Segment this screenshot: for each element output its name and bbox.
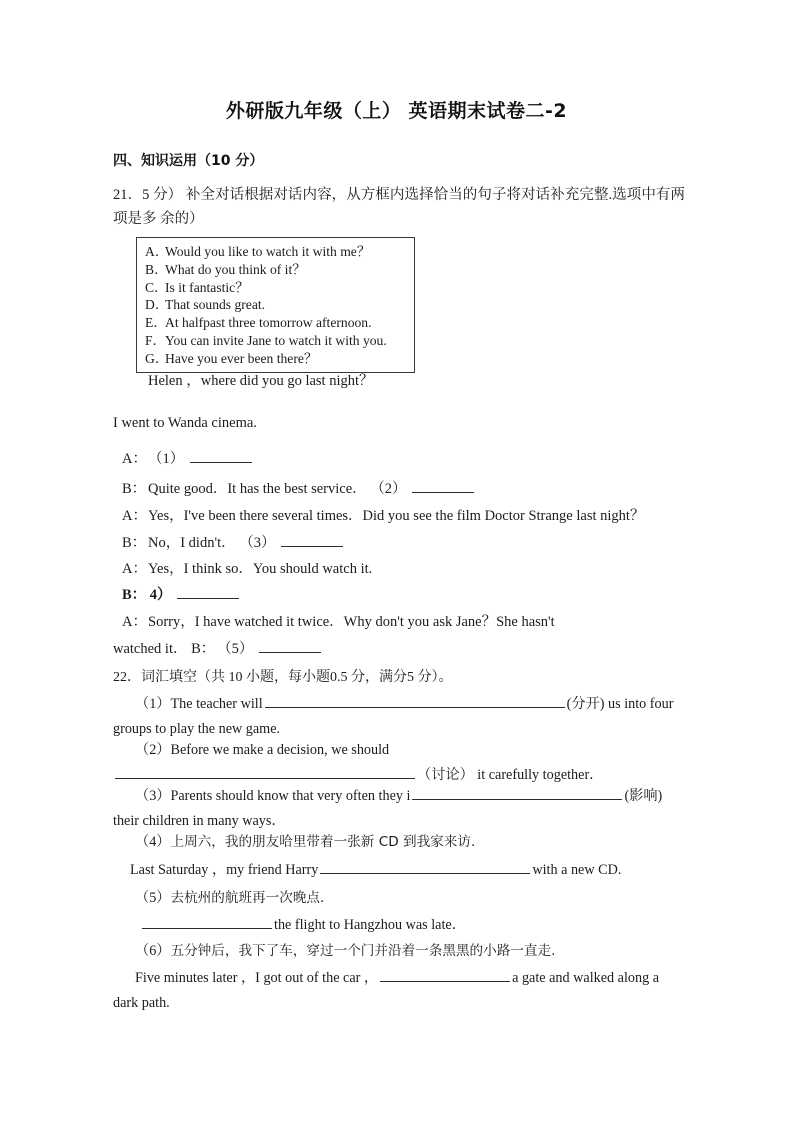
vocab-text-after-6: a gate and walked along a dark path.: [113, 970, 660, 1011]
answer-blank-1[interactable]: [190, 449, 252, 463]
blank-number-4: 4）: [149, 587, 172, 603]
dialogue-text-a4: Sorry，I have watched it twice．Why don't you ask Jane？She hasn't: [148, 614, 555, 630]
vocab-label-4: （4）: [135, 834, 171, 850]
vocab-blank-4[interactable]: [320, 860, 530, 874]
vocab-blank-2[interactable]: [115, 765, 415, 779]
vocab-item-4-english: [130, 858, 690, 883]
vocab-chinese-5: 去杭州的航班再一次晚点.: [170, 890, 325, 906]
option-letter-f: F．: [145, 332, 167, 348]
blank-number-5: （5）: [217, 641, 254, 657]
question-21-intro: 21．5 分） 补全对话根据对话内容，从方框内选择恰当的句子将对话补充完整.选项中有两项是多 余的）: [113, 187, 685, 227]
speaker-label-a3: A：: [122, 561, 147, 577]
vocab-label-5: （5）: [135, 890, 171, 906]
dialogue-line-a2: [122, 505, 644, 528]
vocab-item-2: [113, 738, 685, 788]
option-row-a: [145, 243, 408, 261]
dialogue-text-a3: Yes，I think so．You should watch it.: [148, 561, 373, 577]
vocab-text-before-2: Before we make a decision, we should: [170, 742, 390, 758]
vocab-text-after-2: （讨论） it carefully together．: [417, 767, 604, 783]
vocab-chinese-4: 上周六，我的朋友哈里带着一张新 CD 到我家来访.: [170, 834, 476, 850]
vocab-label-6: （6）: [135, 943, 171, 959]
option-letter-c: C．: [145, 279, 168, 295]
option-letter-b: B．: [145, 261, 168, 277]
speaker-label-b2: B：: [122, 535, 147, 551]
vocab-text-after-1: (分开) us into four groups to play the new game.: [113, 696, 674, 737]
option-text-d: That sounds great.: [165, 297, 266, 313]
option-row-b: [145, 261, 408, 279]
option-letter-d: D．: [145, 297, 169, 313]
speaker-label-a4: A：: [122, 614, 147, 630]
vocab-item-5-english: [140, 913, 685, 938]
dialogue-line-b4: [113, 638, 323, 661]
dialogue-text-b2: No，I didn't．: [148, 535, 236, 551]
options-box: [136, 237, 415, 373]
vocab-text-before-1: The teacher will: [170, 696, 263, 712]
option-row-g: [145, 350, 408, 368]
page-title: 外研版九年级（上） 英语期末试卷二-2: [225, 100, 568, 122]
question-22-heading: 22．词汇填空（共 10 小题，每小题0.5 分，满分5 分）。: [113, 670, 453, 685]
vocab-text-before-4: Last Saturday ，my friend Harry: [130, 862, 319, 878]
option-text-b: What do you think of it？: [165, 261, 306, 277]
option-letter-g: G．: [145, 350, 169, 366]
dialogue-line-a3: [122, 558, 372, 581]
speaker-label-a1: A：: [122, 451, 147, 467]
blank-number-3: （3）: [239, 535, 276, 551]
dialogue-line-b2: [122, 532, 345, 555]
vocab-chinese-6: 五分钟后，我下了车，穿过一个门并沿着一条黑黑的小路一直走.: [170, 943, 556, 959]
speaker-label-a2: A：: [122, 508, 147, 524]
answer-blank-4[interactable]: [177, 585, 239, 599]
vocab-text-before-6: Five minutes later ，I got out of the car ，: [135, 970, 379, 986]
dialogue-line-a4: [122, 611, 555, 634]
speaker-label-b1: B：: [122, 481, 147, 497]
vocab-text-after-5: the flight to Hangzhou was late．: [274, 917, 466, 933]
vocab-text-after-3: (影响) their children in many ways．: [113, 788, 663, 829]
dialogue-line-b1: [122, 478, 476, 501]
dialogue-prompt-helen: Helen ，where did you go last night？: [148, 373, 374, 389]
vocab-label-2: （2）: [135, 742, 171, 758]
blank-number-2: （2）: [370, 481, 407, 497]
option-row-f: [145, 332, 408, 350]
vocab-item-6-chinese: [113, 939, 685, 964]
vocab-blank-3[interactable]: [412, 786, 622, 800]
option-text-g: Have you ever been there？: [165, 350, 318, 366]
dialogue-text-a2: Yes，I've been there several times．Did you see the film Doctor Strange last night？: [148, 508, 645, 524]
vocab-blank-6[interactable]: [380, 968, 510, 982]
speaker-label-b4: B：: [191, 641, 216, 657]
speaker-label-b3: B：: [122, 587, 147, 603]
dialogue-text-b1: Quite good．It has the best service．: [148, 481, 367, 497]
dialogue-answer-cinema: I went to Wanda cinema.: [113, 415, 257, 431]
dialogue-text-b4-prefix: watched it．: [113, 641, 188, 657]
option-letter-e: E．: [145, 315, 167, 331]
vocab-blank-1[interactable]: [265, 694, 565, 708]
section-heading: 四、知识运用（10 分）: [113, 153, 264, 169]
option-row-e: [145, 314, 408, 332]
vocab-item-6-english: [113, 966, 685, 1016]
vocab-item-1: [113, 692, 685, 742]
option-row-c: [145, 279, 408, 297]
option-text-f: You can invite Jane to watch it with you.: [165, 332, 387, 348]
option-text-c: Is it fantastic？: [165, 279, 249, 295]
option-text-a: Would you like to watch it with me？: [165, 244, 371, 259]
option-row-d: [145, 296, 408, 314]
vocab-text-after-4: with a new CD.: [532, 862, 622, 878]
vocab-item-5-chinese: [113, 886, 685, 911]
vocab-label-1: （1）: [135, 696, 171, 712]
answer-blank-2[interactable]: [412, 479, 474, 493]
vocab-item-4-chinese: [113, 830, 685, 855]
answer-blank-5[interactable]: [259, 639, 321, 653]
blank-number-1: （1）: [148, 451, 185, 467]
answer-blank-3[interactable]: [281, 533, 343, 547]
vocab-text-before-3: Parents should know that very often they i: [170, 788, 411, 804]
dialogue-line-a1: [122, 448, 254, 471]
vocab-item-3: [113, 784, 685, 834]
vocab-label-3: （3）: [135, 788, 171, 804]
option-letter-a: A．: [145, 244, 169, 259]
option-text-e: At halfpast three tomorrow afternoon.: [165, 315, 372, 331]
vocab-blank-5[interactable]: [142, 915, 272, 929]
dialogue-line-b3: [122, 584, 241, 607]
